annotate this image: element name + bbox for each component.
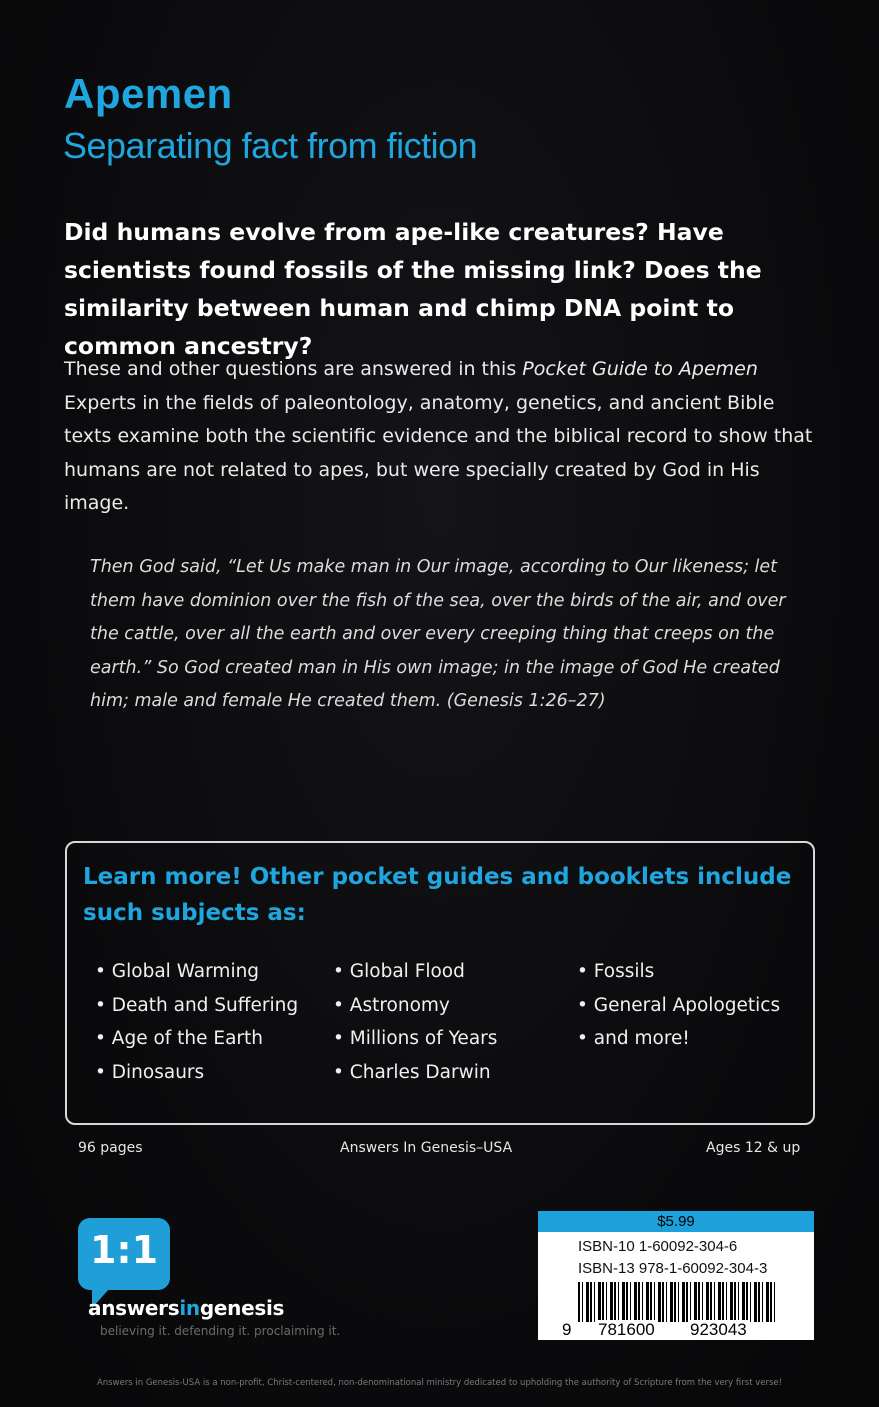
barcode-digit-lead: 9 xyxy=(562,1320,572,1339)
lead-questions: Did humans evolve from ape-like creatures? Have scientists found fossils of the missing link? Does the similarity between human and chimp DNA point to common ancestry? xyxy=(64,218,762,360)
subject-item: • Charles Darwin xyxy=(333,1056,497,1090)
barcode-digits-group-2: 923043 xyxy=(690,1320,747,1339)
description-text-1: These and other questions are answered in this xyxy=(64,358,523,380)
barcode-digits-group-1: 781600 xyxy=(598,1320,655,1339)
subjects-column-2 xyxy=(333,955,497,1089)
speech-bubble-logo-icon xyxy=(78,1218,170,1290)
subject-item: • General Apologetics xyxy=(577,989,780,1023)
subject-item: • Astronomy xyxy=(333,989,497,1023)
subjects-column-3 xyxy=(577,955,780,1056)
book-subtitle: Separating fact from fiction xyxy=(63,125,478,166)
subjects-column-1 xyxy=(95,955,298,1089)
brand-name xyxy=(88,1296,284,1320)
description-paragraph xyxy=(64,353,824,521)
subject-item: • Global Warming xyxy=(95,955,298,989)
brand-tagline: believing it. defending it. proclaiming it. xyxy=(100,1324,341,1338)
description-text-2: Experts in the fields of paleontology, anatomy, genetics, and ancient Bible texts examine both the scientific evidence and the biblical record to show that humans are not related to apes, but were specially created by God in His image. xyxy=(64,391,813,514)
age-range: Ages 12 & up xyxy=(706,1140,801,1156)
subject-item: • Global Flood xyxy=(333,955,497,989)
subject-item: • Death and Suffering xyxy=(95,989,298,1023)
publisher: Answers In Genesis–USA xyxy=(340,1140,513,1156)
logo-badge-text: 1:1 xyxy=(89,1228,159,1272)
subject-item: • Fossils xyxy=(577,955,780,989)
subject-item: • Dinosaurs xyxy=(95,1056,298,1090)
isbn-13: ISBN-13 978-1-60092-304-3 xyxy=(578,1260,768,1277)
learn-more-heading: Learn more! Other pocket guides and booklets include such subjects as: xyxy=(83,864,792,926)
subject-item: • and more! xyxy=(577,1022,780,1056)
book-title: Apemen xyxy=(64,70,233,117)
isbn-10: ISBN-10 1-60092-304-6 xyxy=(578,1238,738,1255)
price-label: $5.99 xyxy=(538,1211,814,1232)
page-count: 96 pages xyxy=(78,1140,143,1156)
brand-part-3: genesis xyxy=(199,1296,285,1320)
subject-item: • Age of the Earth xyxy=(95,1022,298,1056)
isbn-barcode-box xyxy=(538,1232,814,1340)
brand-part-1: answers xyxy=(88,1296,180,1320)
barcode-icon xyxy=(578,1282,778,1322)
brand-part-2: in xyxy=(179,1296,200,1320)
scripture-quote: Then God said, “Let Us make man in Our image, according to Our likeness; let them have dominion over the fish of the sea, over the birds of the air, and over the cattle, over all the earth and over every creeping thing that creeps on the earth.” So God created man in His own image; in the image of God He created him; male and female He created them. (Genesis 1:26–27) xyxy=(90,557,786,711)
description-italic-title: Pocket Guide to Apemen xyxy=(522,358,758,380)
footer-mission-statement: Answers in Genesis-USA is a non-profit, Christ-centered, non-denominational ministry dedicated to upholding the authority of Scripture from the very first verse! xyxy=(96,1378,783,1388)
subject-item: • Millions of Years xyxy=(333,1022,497,1056)
learn-more-box xyxy=(65,841,815,1125)
